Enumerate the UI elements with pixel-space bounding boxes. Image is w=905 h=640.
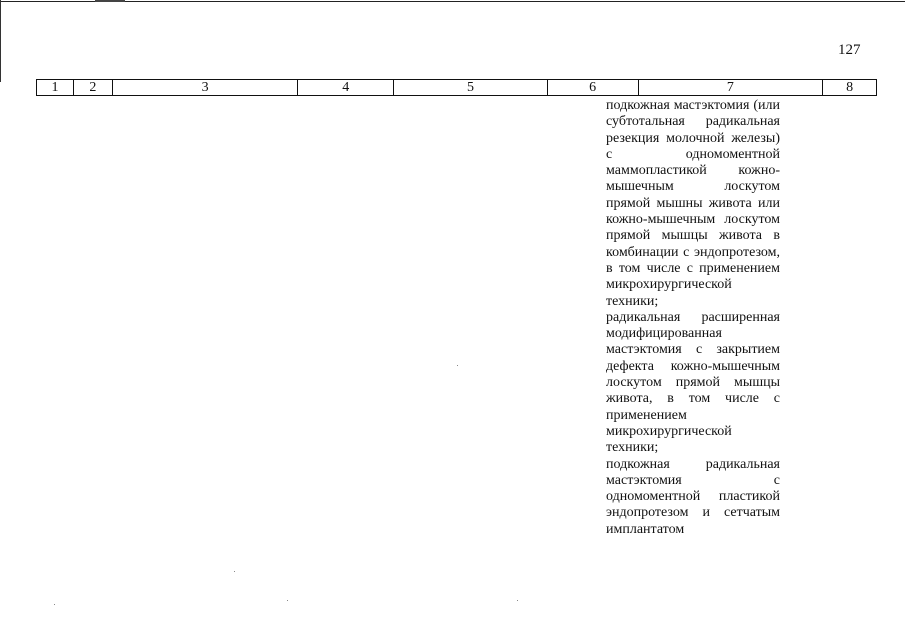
scan-speck: [287, 600, 288, 601]
header-col-3: 3: [113, 80, 299, 95]
page-number: 127: [838, 42, 861, 58]
scan-speck: [517, 600, 518, 601]
header-col-7: 7: [639, 80, 824, 95]
scan-edge-top: [0, 1, 905, 2]
header-col-8: 8: [846, 80, 854, 95]
header-col-1: 1: [37, 80, 74, 95]
table-header-row: [36, 79, 877, 96]
procedure-text: подкожная мастэктомия (или субтотальная радикальная резекция молочной железы) с одномоментной маммопластикой кожно-мышечным лоскутом прямой мышны живота или кожно-мышечным лоскутом прямой мышцы живота в комбинации с эндопротезом, в том числе с применением микрохирургической техники;: [606, 98, 780, 309]
scan-speck: [54, 604, 55, 605]
header-col-2: 2: [74, 80, 113, 95]
column-7-content: [606, 98, 780, 538]
header-col-5: 5: [394, 80, 548, 95]
scan-edge-left: [0, 0, 1, 82]
scan-speck: [234, 571, 235, 572]
scan-speck: [457, 365, 458, 366]
header-col-4: 4: [298, 80, 394, 95]
header-col-6: 6: [548, 80, 639, 95]
scan-mark: [95, 0, 125, 2]
procedure-text: подкожная радикальная мастэктомия с одномоментной пластикой эндопротезом и сетчатым имплантатом: [606, 456, 780, 537]
procedure-text: радикальная расширенная модифицированная мастэктомия с закрытием дефекта кожно-мышечным лоскутом прямой мышцы живота, в том числе с применением микрохирургической техники;: [606, 309, 780, 456]
